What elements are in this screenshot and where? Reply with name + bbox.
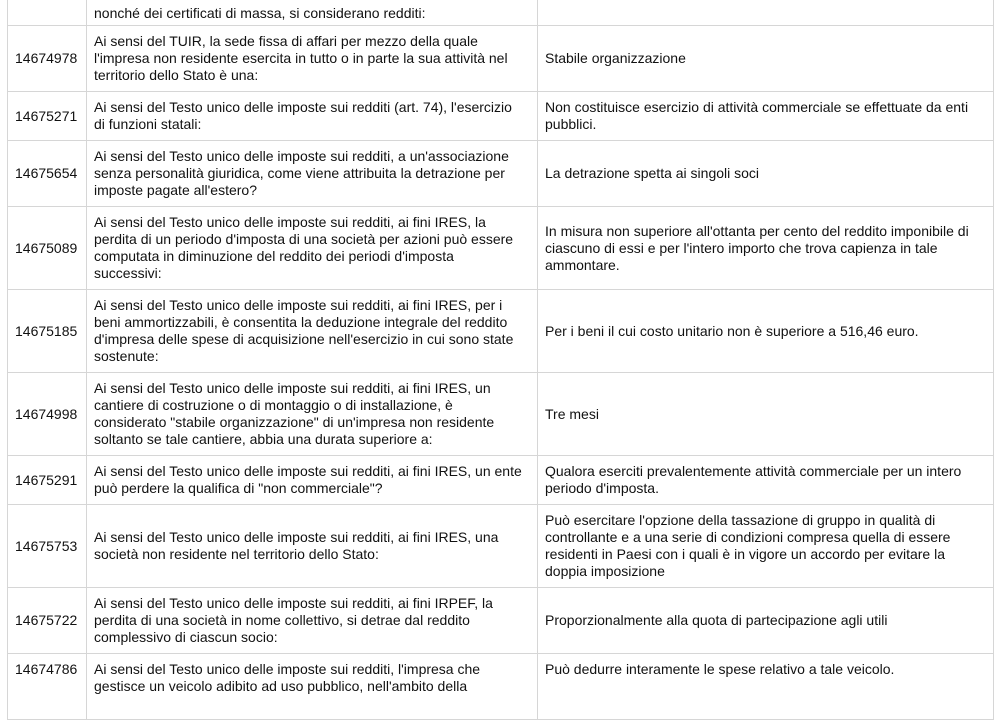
question-text: nonché dei certificati di massa, si considerano redditi: <box>87 0 538 26</box>
question-id: 14675753 <box>8 505 87 588</box>
table-row <box>8 207 994 290</box>
table-row <box>8 505 994 588</box>
question-text: Ai sensi del Testo unico delle imposte sui redditi, ai fini IRES, una società non residente nel territorio dello Stato: <box>87 505 538 588</box>
question-id: 14675654 <box>8 141 87 207</box>
question-id: 14675291 <box>8 456 87 505</box>
question-text: Ai sensi del Testo unico delle imposte sui redditi, ai fini IRES, la perdita di un periodo d'imposta di una società per azioni può essere computata in diminuzione del reddito dei periodi d'imposta successivi: <box>87 207 538 290</box>
question-id: 14675271 <box>8 92 87 141</box>
table-row <box>8 141 994 207</box>
answer-text: Tre mesi <box>538 373 994 456</box>
answer-text: Non costituisce esercizio di attività commerciale se effettuate da enti pubblici. <box>538 92 994 141</box>
question-id: 14675722 <box>8 588 87 654</box>
answer-text: Può dedurre interamente le spese relativo a tale veicolo. <box>538 654 994 720</box>
answer-text: Può esercitare l'opzione della tassazione di gruppo in qualità di controllante e a una serie di condizioni compresa quella di essere residenti in Paesi con i quali è in vigore un accordo per evitare la doppia imposizione <box>538 505 994 588</box>
question-id: 14675185 <box>8 290 87 373</box>
answer-text: Qualora eserciti prevalentemente attività commerciale per un intero periodo d'imposta. <box>538 456 994 505</box>
question-text: Ai sensi del TUIR, la sede fissa di affari per mezzo della quale l'impresa non residente esercita in tutto o in parte la sua attività nel territorio dello Stato è una: <box>87 26 538 92</box>
question-text: Ai sensi del Testo unico delle imposte sui redditi, ai fini IRES, un cantiere di costruzione o di montaggio o di installazione, è considerato "stabile organizzazione" di un'impresa non residente soltanto se tale cantiere, abbia una durata superiore a: <box>87 373 538 456</box>
question-id: 14675089 <box>8 207 87 290</box>
table-row <box>8 373 994 456</box>
answer-text: In misura non superiore all'ottanta per cento del reddito imponibile di ciascuno di essi e per l'intero importo che trova capienza in tale ammontare. <box>538 207 994 290</box>
answer-text: Per i beni il cui costo unitario non è superiore a 516,46 euro. <box>538 290 994 373</box>
question-text: Ai sensi del Testo unico delle imposte sui redditi, a un'associazione senza personalità giuridica, come viene attribuita la detrazione per imposte pagate all'estero? <box>87 141 538 207</box>
table-row <box>8 654 994 720</box>
table-row <box>8 0 994 26</box>
answer-text <box>538 0 994 26</box>
question-answer-table <box>7 0 994 720</box>
table-row <box>8 92 994 141</box>
table-row <box>8 456 994 505</box>
answer-text: Stabile organizzazione <box>538 26 994 92</box>
question-text: Ai sensi del Testo unico delle imposte sui redditi, ai fini IRES, per i beni ammortizzabili, è consentita la deduzione integrale del reddito d'impresa delle spese di acquisizione nell'esercizio in cui sono state sostenute: <box>87 290 538 373</box>
table-row <box>8 588 994 654</box>
table-row <box>8 26 994 92</box>
question-id <box>8 0 87 26</box>
question-text: Ai sensi del Testo unico delle imposte sui redditi, ai fini IRPEF, la perdita di una società in nome collettivo, si detrae dal reddito complessivo di ciascun socio: <box>87 588 538 654</box>
question-text: Ai sensi del Testo unico delle imposte sui redditi, l'impresa che gestisce un veicolo adibito ad uso pubblico, nell'ambito della <box>87 654 538 720</box>
question-text: Ai sensi del Testo unico delle imposte sui redditi (art. 74), l'esercizio di funzioni statali: <box>87 92 538 141</box>
answer-text: La detrazione spetta ai singoli soci <box>538 141 994 207</box>
table-row <box>8 290 994 373</box>
question-id: 14674998 <box>8 373 87 456</box>
answer-text: Proporzionalmente alla quota di partecipazione agli utili <box>538 588 994 654</box>
question-id: 14674978 <box>8 26 87 92</box>
question-text: Ai sensi del Testo unico delle imposte sui redditi, ai fini IRES, un ente può perdere la qualifica di "non commerciale"? <box>87 456 538 505</box>
question-id: 14674786 <box>8 654 87 720</box>
qa-table-page <box>7 0 993 720</box>
